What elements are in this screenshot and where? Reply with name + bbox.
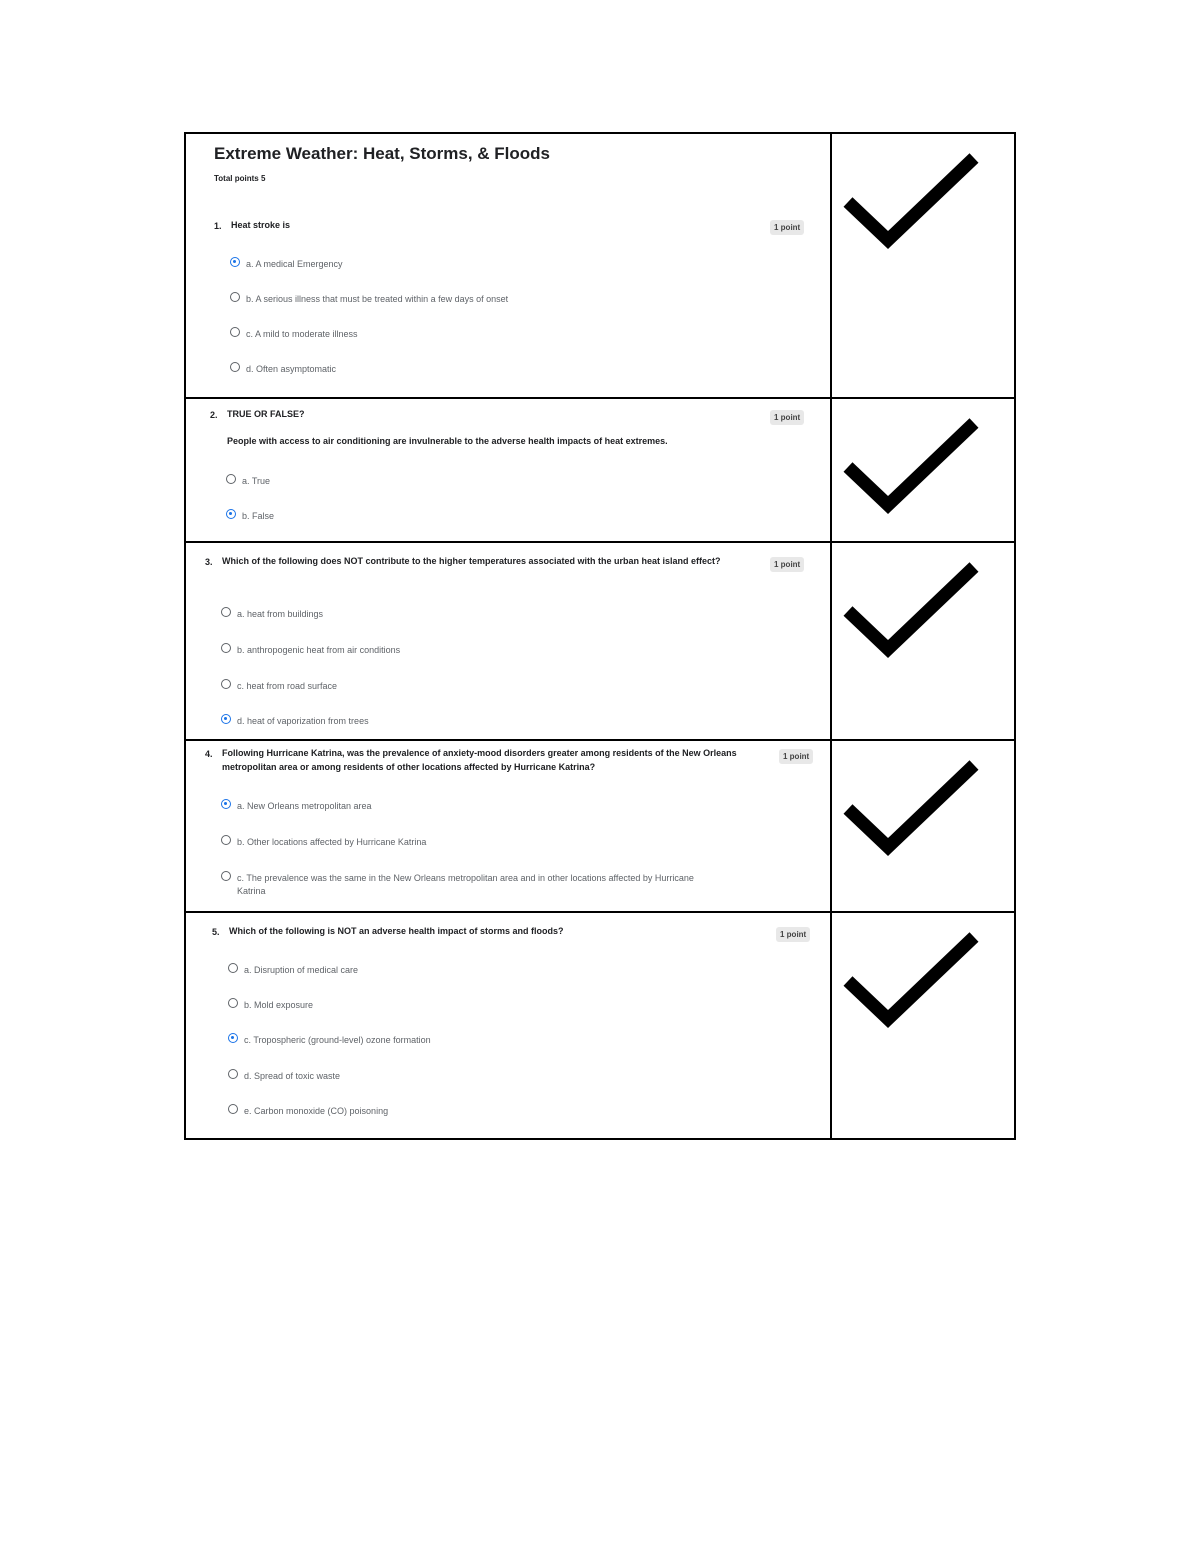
- radio-icon[interactable]: [228, 1104, 238, 1114]
- question-cell-5: [184, 913, 830, 1140]
- option-label: d. heat of vaporization from trees: [237, 716, 369, 726]
- answer-option[interactable]: [228, 1070, 340, 1083]
- answer-option[interactable]: [221, 680, 337, 693]
- radio-icon[interactable]: [228, 963, 238, 973]
- radio-icon[interactable]: [228, 998, 238, 1008]
- option-label: b. A serious illness that must be treated within a few days of onset: [246, 294, 509, 304]
- option-label: c. Tropospheric (ground-level) ozone formation: [244, 1035, 431, 1045]
- grade-cell-2: [832, 399, 1016, 541]
- grade-cell-4: [832, 741, 1016, 911]
- option-label: c. A mild to moderate illness: [246, 329, 358, 339]
- checkmark-icon: [842, 559, 982, 659]
- radio-selected-icon[interactable]: [226, 509, 236, 519]
- answer-option[interactable]: [230, 293, 508, 306]
- option-label: d. Often asymptomatic: [246, 364, 337, 374]
- answer-option[interactable]: [228, 999, 313, 1012]
- answer-option[interactable]: [228, 1034, 431, 1047]
- quiz-sheet: [184, 132, 1016, 1140]
- radio-icon[interactable]: [230, 362, 240, 372]
- radio-icon[interactable]: [228, 1069, 238, 1079]
- radio-selected-icon[interactable]: [221, 799, 231, 809]
- option-label: c. heat from road surface: [237, 681, 338, 691]
- question-number: 5.: [212, 927, 220, 937]
- answer-option[interactable]: [230, 258, 343, 271]
- option-label: b. anthropogenic heat from air conditions: [237, 645, 401, 655]
- total-points: Total points 5: [214, 174, 266, 183]
- checkmark-icon: [842, 150, 982, 250]
- answer-option[interactable]: [226, 510, 274, 523]
- radio-icon[interactable]: [221, 835, 231, 845]
- question-text: Heat stroke is: [231, 220, 291, 230]
- answer-option[interactable]: [221, 644, 400, 657]
- option-label: b. False: [242, 511, 275, 521]
- option-label: a. A medical Emergency: [246, 259, 343, 269]
- option-label: a. True: [242, 476, 271, 486]
- points-badge: 1 point: [776, 927, 810, 942]
- points-badge: 1 point: [770, 557, 804, 572]
- question-number: 1.: [214, 221, 222, 231]
- grade-cell-1: [832, 132, 1016, 397]
- question-cell-4: [184, 741, 830, 911]
- radio-icon[interactable]: [230, 292, 240, 302]
- answer-option[interactable]: [221, 715, 369, 728]
- question-number: 3.: [205, 557, 213, 567]
- question-text: Which of the following does NOT contribute to the higher temperatures associated with the urban heat island effect?: [222, 556, 721, 566]
- points-badge: 1 point: [770, 220, 804, 235]
- option-label: b. Other locations affected by Hurricane Katrina: [237, 837, 427, 847]
- quiz-title: Extreme Weather: Heat, Storms, & Floods: [214, 144, 550, 163]
- checkmark-icon: [842, 415, 982, 515]
- question-number: 4.: [205, 749, 213, 759]
- checkmark-icon: [842, 757, 982, 857]
- question-number: 2.: [210, 410, 218, 420]
- option-label: c. The prevalence was the same in the New Orleans metropolitan area and in other locations affected by Hurricane Katrina: [237, 873, 694, 896]
- option-label: e. Carbon monoxide (CO) poisoning: [244, 1106, 389, 1116]
- radio-icon[interactable]: [221, 607, 231, 617]
- radio-icon[interactable]: [221, 643, 231, 653]
- answer-option[interactable]: [226, 475, 270, 488]
- points-badge: 1 point: [770, 410, 804, 425]
- answer-option[interactable]: [228, 964, 358, 977]
- answer-option[interactable]: [230, 328, 358, 341]
- option-label: a. Disruption of medical care: [244, 965, 359, 975]
- radio-icon[interactable]: [221, 871, 231, 881]
- checkmark-icon: [842, 929, 982, 1029]
- radio-selected-icon[interactable]: [230, 257, 240, 267]
- option-label: a. heat from buildings: [237, 609, 324, 619]
- question-subtext: People with access to air conditioning are invulnerable to the adverse health impacts of heat extremes.: [227, 436, 668, 446]
- question-text: TRUE OR FALSE?: [227, 409, 305, 419]
- question-cell-3: [184, 543, 830, 739]
- question-cell-1: [184, 132, 830, 397]
- answer-option[interactable]: [230, 363, 336, 376]
- points-badge: 1 point: [779, 749, 813, 764]
- radio-selected-icon[interactable]: [221, 714, 231, 724]
- radio-icon[interactable]: [230, 327, 240, 337]
- radio-selected-icon[interactable]: [228, 1033, 238, 1043]
- grade-cell-5: [832, 913, 1016, 1140]
- answer-option[interactable]: [221, 836, 426, 849]
- option-label: b. Mold exposure: [244, 1000, 314, 1010]
- grade-cell-3: [832, 543, 1016, 739]
- option-label: d. Spread of toxic waste: [244, 1071, 341, 1081]
- radio-icon[interactable]: [226, 474, 236, 484]
- question-text: Which of the following is NOT an adverse health impact of storms and floods?: [229, 926, 564, 936]
- radio-icon[interactable]: [221, 679, 231, 689]
- answer-option[interactable]: [221, 800, 372, 813]
- question-text: Following Hurricane Katrina, was the prevalence of anxiety-mood disorders greater among residents of the New Orleans metropolitan area or among residents of other locations affected by Hurricane Katrina?: [222, 748, 737, 772]
- answer-option[interactable]: [228, 1105, 388, 1118]
- answer-option[interactable]: [221, 608, 323, 621]
- question-cell-2: [184, 399, 830, 541]
- option-label: a. New Orleans metropolitan area: [237, 801, 372, 811]
- answer-option[interactable]: [221, 872, 721, 898]
